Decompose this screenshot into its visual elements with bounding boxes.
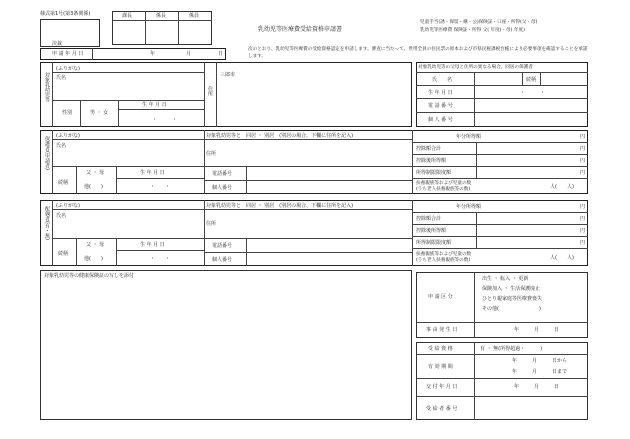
apply-month[interactable]: 月 <box>186 51 192 57</box>
other-guardian-birth-value[interactable]: ・ ・ <box>520 90 546 96</box>
applicant-relation-other[interactable]: 他( ) <box>84 184 103 190</box>
spouse-limit-label: 所得制限限度額 <box>416 240 452 246</box>
spouse-income-label: 年分所得額 <box>456 204 482 210</box>
child-section-label: 対象乳幼児等 <box>44 72 50 102</box>
reason-date-label: 事 由 発 生 日 <box>426 327 458 333</box>
recipient-number-label: 受 給 者 番 号 <box>426 406 458 412</box>
other-guardian-phone: 電 話 番 号 <box>428 103 453 109</box>
child-gender-label: 性別 <box>62 110 73 116</box>
spouse-note: 対象乳幼児等と 同居 ・ 別居 (別居の場合、下欄に住所を記入) <box>206 203 354 209</box>
applicant-deduction-unit: 円 <box>580 146 586 152</box>
spouse-relation-value[interactable]: 父 ・ 母 <box>86 242 105 248</box>
attachment-label: 対象乳幼児等の健康保険証の写しを添付 <box>44 273 135 279</box>
applicant-phone-label: 電話番号 <box>212 171 233 177</box>
applicant-dependents-label: 扶養親族等および児童の数 <box>416 181 472 186</box>
eligibility-label: 受 給 資 格 <box>428 346 453 352</box>
category-1[interactable]: 出生 ・ 転入 ・ 更新 <box>482 276 529 282</box>
applicant-birth-label: 生 年 月 日 <box>140 170 165 176</box>
applicant-furigana: (ふりがな) <box>56 133 80 139</box>
period-to[interactable]: 年 月 日まで <box>512 369 568 375</box>
approval-subchief: 係長 <box>156 13 167 19</box>
issue-date-label: 交 付 年 月 日 <box>426 384 458 390</box>
approval-chief: 課長 <box>122 13 133 19</box>
applicant-note: 対象乳幼児等と 同居 ・ 別居 (別居の場合、下欄に住所を記入) <box>206 133 354 139</box>
child-name-label: 氏名 <box>56 75 67 81</box>
spouse-name-label: 氏名 <box>56 213 67 219</box>
reason-date-value[interactable]: 年 月 日 <box>514 327 560 333</box>
spouse-income-unit: 円 <box>580 204 586 210</box>
spouse-deduction-unit: 円 <box>580 216 586 222</box>
child-gender-value[interactable]: 男 ・ 女 <box>90 110 109 116</box>
child-furigana: (ふりがな) <box>56 66 80 72</box>
spouse-mynumber-label: 個人番号 <box>212 257 233 263</box>
applicant-mynumber-label: 個人番号 <box>212 185 233 191</box>
child-city[interactable]: 三郎市 <box>220 72 236 78</box>
category-2[interactable]: 保険加入 ・ 生活保護廃止 <box>482 286 541 292</box>
spouse-dependents-unit: 人( 人) <box>550 255 574 261</box>
other-guardian-relation: 続柄 <box>526 77 537 83</box>
approval-staff: 係員 <box>189 13 200 19</box>
applicant-income-label: 年分所得額 <box>456 134 482 140</box>
form-number: 様式第1号(第3条関係) <box>40 11 91 17</box>
other-guardian-mynumber: 個 人 番 号 <box>428 117 453 123</box>
spouse-dependents-label: 扶養親族等および児童の数 <box>416 252 472 257</box>
applicant-net-label: 控除後所得額 <box>416 158 447 164</box>
category-label: 申 請 区 分 <box>428 294 453 300</box>
period-from[interactable]: 年 月 日から <box>512 358 568 364</box>
issue-date-value[interactable]: 年 月 日 <box>514 384 560 390</box>
applicant-deduction-label: 控除額合計 <box>416 146 442 152</box>
spouse-limit-unit: 円 <box>580 240 586 246</box>
other-guardian-title: 対象乳幼児等の父母と住所の異なる場合、同居の保護者 <box>418 65 533 70</box>
kessai-label: 決裁 <box>52 41 63 47</box>
attachment-box <box>40 270 412 420</box>
child-birth-value[interactable]: ・ ・ <box>152 117 178 123</box>
period-label: 有 効 期 間 <box>428 364 453 370</box>
apply-day[interactable]: 日 <box>218 51 224 57</box>
spouse-deduction-label: 控除額合計 <box>416 216 442 222</box>
spouse-relation-other[interactable]: 他( ) <box>84 256 103 262</box>
category-3[interactable]: ひとり親家庭等医療費喪失 <box>482 296 543 302</box>
applicant-income-unit: 円 <box>580 134 586 140</box>
spouse-birth-value[interactable]: ・ ・ <box>150 256 171 262</box>
applicant-dependents-sub: (うち老人扶養親族等の数) <box>416 187 471 192</box>
eligibility-value[interactable]: 有 ・ 無(所得超過・ ) <box>480 346 543 352</box>
child-birth-label: 生 年 月 日 <box>142 102 167 108</box>
applicant-net-unit: 円 <box>580 158 586 164</box>
applicant-name-label: 氏名 <box>56 143 67 149</box>
spouse-address-label: 住所 <box>206 221 217 227</box>
spouse-phone-label: 電話番号 <box>212 243 233 249</box>
category-4[interactable]: その他( ) <box>482 306 541 312</box>
applicant-section-label: 保護者(申請者) <box>44 136 50 170</box>
header-note-1: 児童手当(誘・保留・継・公)保険証・口座・所得(父・母) <box>420 20 538 25</box>
applicant-dependents-unit: 人( 人) <box>550 184 574 190</box>
applicant-relation-label: 続柄 <box>58 180 69 186</box>
applicant-limit-unit: 円 <box>580 170 586 176</box>
spouse-section-label: 配偶者(有・無) <box>44 206 50 240</box>
intro-text: 次のとおり、乳幼児等医療費の受給資格認定を申請します。審査に当たって、世帯全員の住民票の原本および市県民税課税台帳により必要事項を確認することを承諾します。 <box>248 47 588 59</box>
stamp-box <box>40 19 100 47</box>
spouse-net-label: 控除後所得額 <box>416 228 447 234</box>
apply-date-label: 申 請 年 月 日 <box>52 51 84 57</box>
spouse-birth-label: 生 年 月 日 <box>140 242 165 248</box>
child-address-label: 住所 <box>207 86 213 96</box>
spouse-relation-label: 続柄 <box>58 251 69 257</box>
header-note-2: 乳幼児等医療費 保険証・所得 父( 年度)・母( 年度) <box>420 28 525 33</box>
form-title: 乳幼児等医療費受給資格申請書 <box>258 26 343 33</box>
applicant-birth-value[interactable]: ・ ・ <box>150 184 171 190</box>
spouse-furigana: (ふりがな) <box>56 203 80 209</box>
other-guardian-birth: 生 年 月 日 <box>428 90 453 96</box>
apply-year[interactable]: 年 <box>150 51 156 57</box>
applicant-limit-label: 所得制限限度額 <box>416 170 452 176</box>
spouse-dependents-sub: (うち老人扶養親族等の数) <box>416 258 471 263</box>
applicant-relation-value[interactable]: 父 ・ 母 <box>86 170 105 176</box>
applicant-address-label: 住所 <box>206 151 217 157</box>
spouse-net-unit: 円 <box>580 228 586 234</box>
other-guardian-name: 氏 名 <box>432 77 453 83</box>
